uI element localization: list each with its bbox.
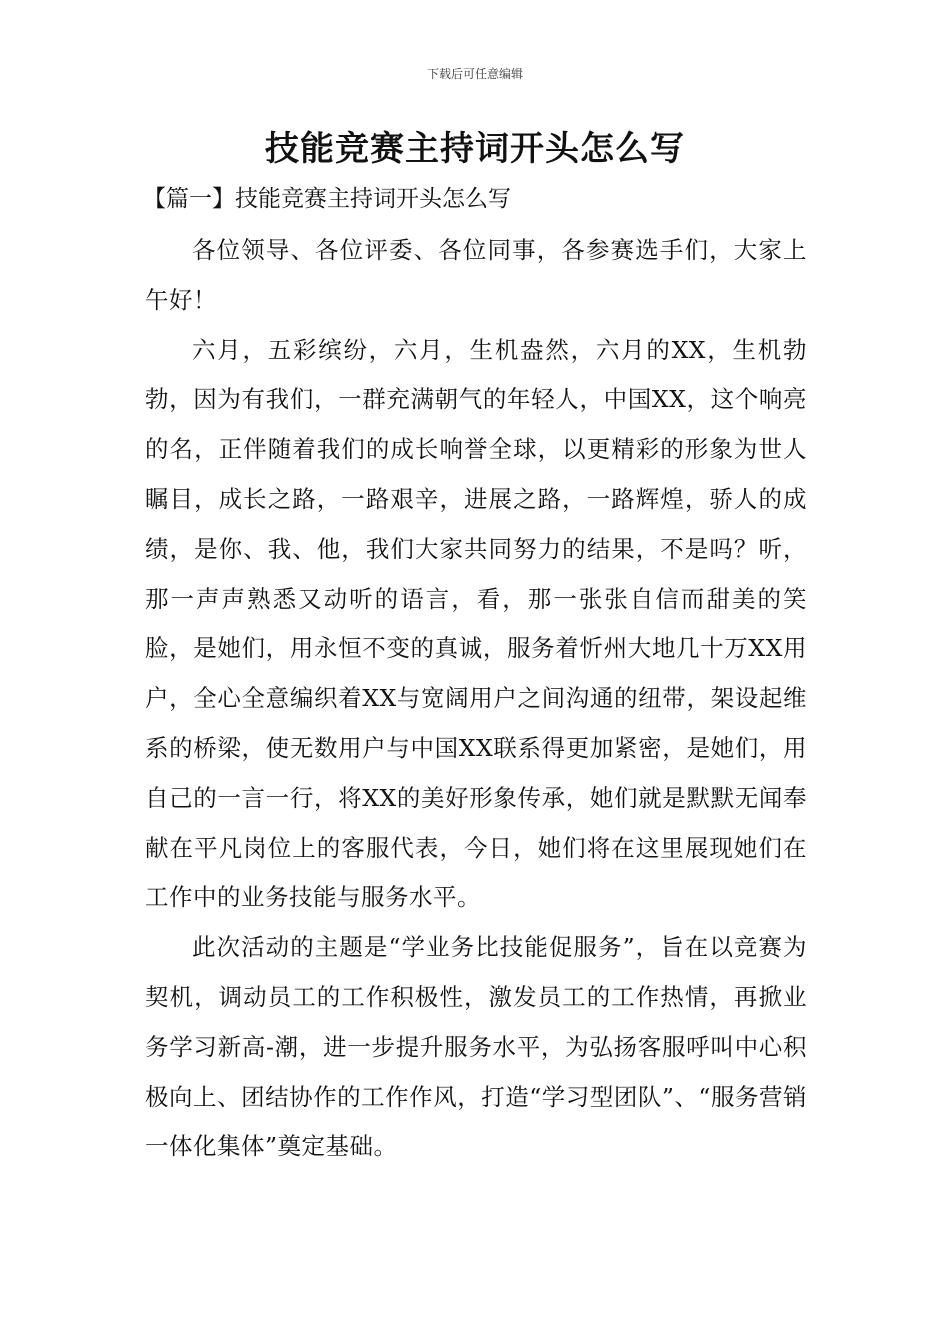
document-body	[145, 226, 807, 1172]
header-note: 下载后可任意编辑	[426, 67, 523, 81]
paragraph-greeting: 各位领导、各位评委、各位同事，各参赛选手们，大家上午好！	[145, 236, 807, 314]
paragraph-june: 六月，五彩缤纷，六月，生机盎然，六月的XX，生机勃勃，因为有我们，一群充满朝气的年轻人，中国XX，这个响亮的名，正伴随着我们的成长响誉全球，以更精彩的形象为世人瞩目，成长之路，一路艰辛，进展之路，一路辉煌，骄人的成绩，是你、我、他，我们大家共同努力的结果，不是吗？听，那一声声熟悉又动听的语言，看，那一张张自信而甜美的笑脸，是她们，用永恒不变的真诚，服务着忻州大地几十万XX用户，全心全意编织着XX与宽阔用户之间沟通的纽带，架设起维系的桥梁，使无数用户与中国XX联系得更加紧密，是她们，用自己的一言一行，将XX的美好形象传承，她们就是默默无闻奉献在平凡岗位上的客服代表，今日，她们将在这里展现她们在工作中的业务技能与服务水平。	[145, 335, 807, 912]
paragraph-theme: 此次活动的主题是“学业务比技能促服务”，旨在以竞赛为契机，调动员工的工作积极性，激发员工的工作热情，再掀业务学习新高-潮，进一步提升服务水平，为弘扬客服呼叫中心积极向上、团结协作的工作作风，打造“学习型团队”、“服务营销一体化集体”奠定基础。	[145, 933, 807, 1161]
document-title: 技能竞赛主持词开头怎么写	[265, 129, 685, 169]
section-heading: 【篇一】技能竞赛主持词开头怎么写	[143, 186, 511, 212]
